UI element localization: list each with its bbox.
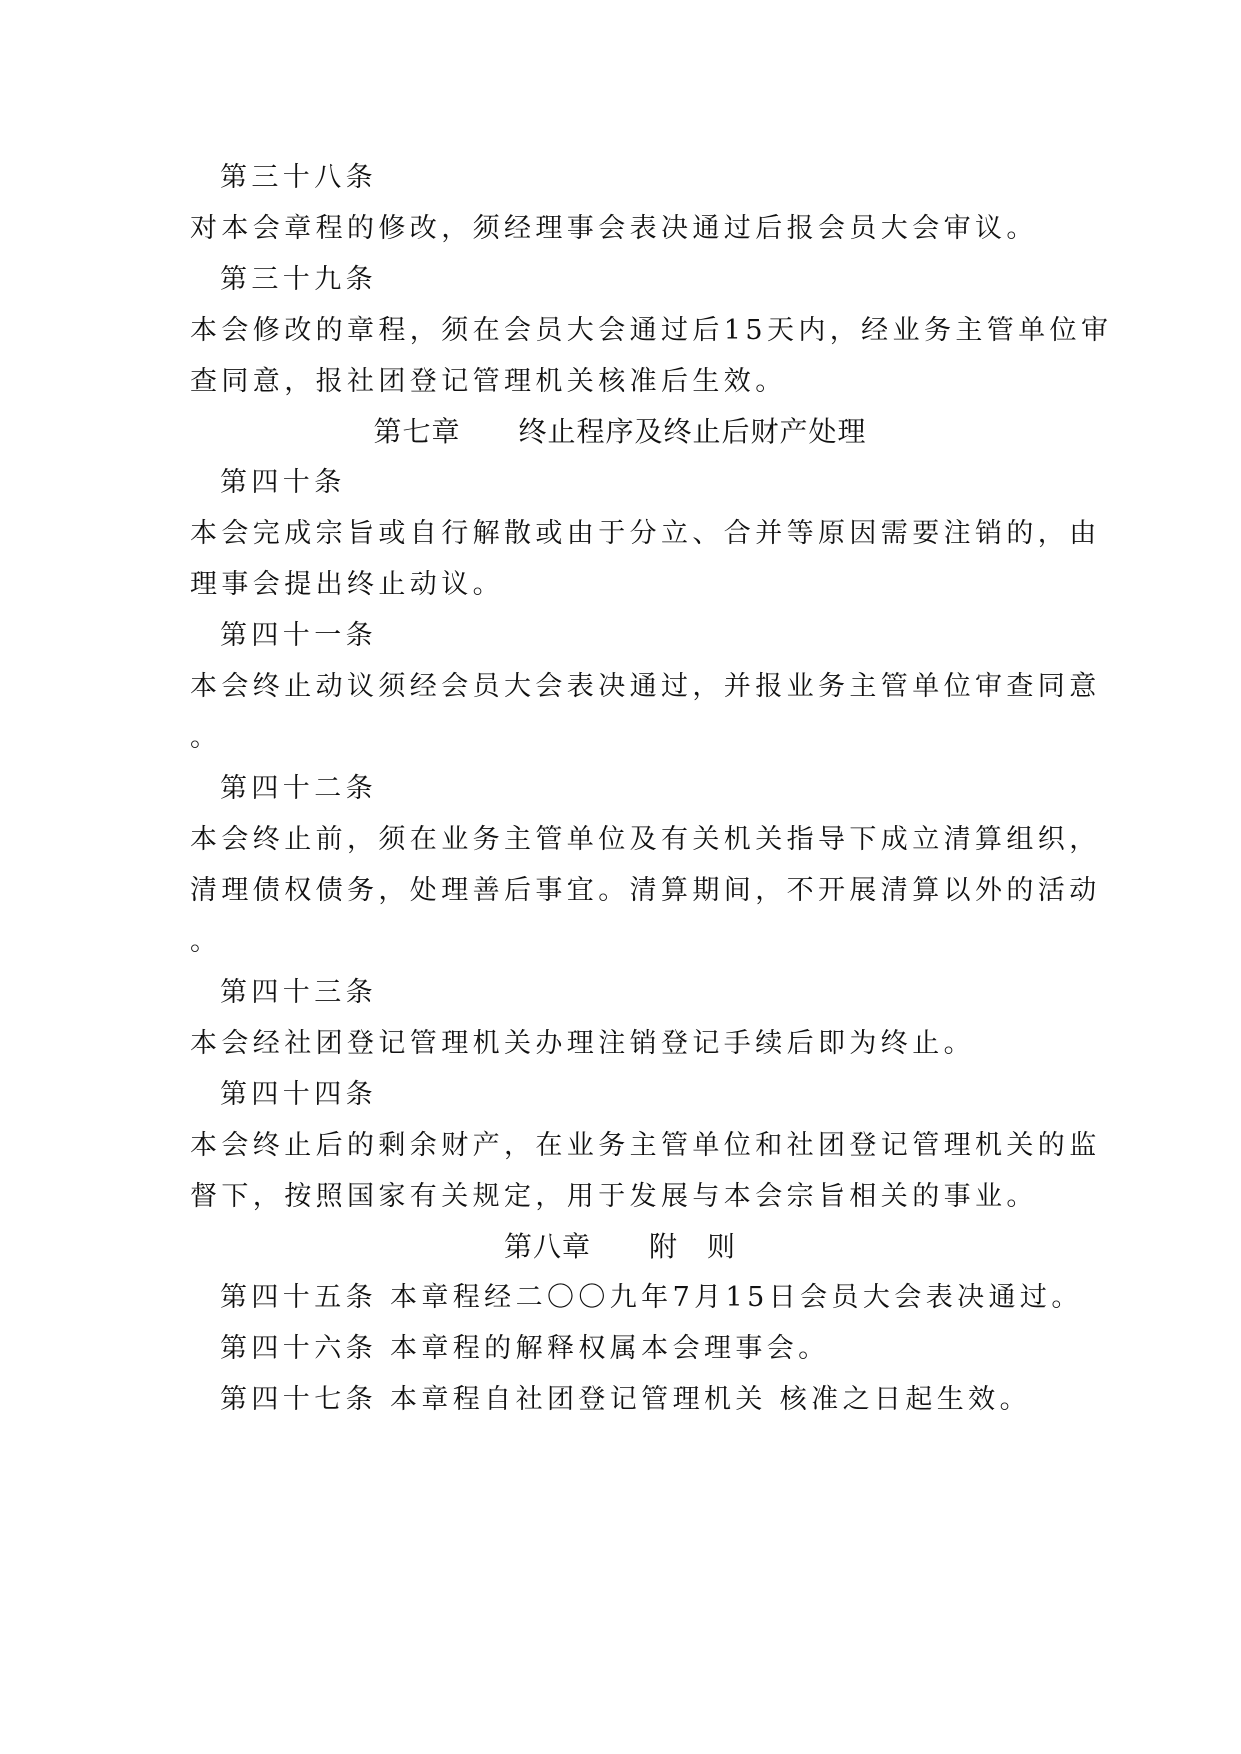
article-42-text-line-3: 。 xyxy=(190,926,222,957)
chapter-7-heading: 第七章 终止程序及终止后财产处理 xyxy=(373,415,867,448)
article-44-label: 第四十四条 xyxy=(220,1079,377,1110)
article-38-label: 第三十八条 xyxy=(220,162,377,193)
article-39-label: 第三十九条 xyxy=(220,264,377,295)
chapter-8-heading: 第八章 附 则 xyxy=(503,1230,736,1263)
article-40-text-line-1: 本会完成宗旨或自行解散或由于分立、合并等原因需要注销的，由 xyxy=(190,518,1101,549)
article-39-text-line-1: 本会修改的章程，须在会员大会通过后15天内，经业务主管单位审 xyxy=(190,315,1113,346)
article-42-text-line-1: 本会终止前，须在业务主管单位及有关机关指导下成立清算组织， xyxy=(190,824,1101,855)
article-44-text-line-2: 督下，按照国家有关规定，用于发展与本会宗旨相关的事业。 xyxy=(190,1181,1038,1212)
article-42-label: 第四十二条 xyxy=(220,773,377,804)
article-40-label: 第四十条 xyxy=(220,467,346,498)
article-41-text-line-1: 本会终止动议须经会员大会表决通过，并报业务主管单位审查同意 xyxy=(190,671,1101,702)
article-41-label: 第四十一条 xyxy=(220,620,377,651)
article-45: 第四十五条 本章程经二〇〇九年7月15日会员大会表决通过。 xyxy=(220,1282,1083,1313)
article-42-text-line-2: 清理债权债务，处理善后事宜。清算期间，不开展清算以外的活动 xyxy=(190,875,1101,906)
article-43-text: 本会经社团登记管理机关办理注销登记手续后即为终止。 xyxy=(190,1028,975,1059)
article-41-text-line-2: 。 xyxy=(190,722,222,753)
article-44-text-line-1: 本会终止后的剩余财产，在业务主管单位和社团登记管理机关的监 xyxy=(190,1130,1101,1161)
article-40-text-line-2: 理事会提出终止动议。 xyxy=(190,569,504,600)
article-47: 第四十七条 本章程自社团登记管理机关 核准之日起生效。 xyxy=(220,1384,1031,1415)
article-46: 第四十六条 本章程的解释权属本会理事会。 xyxy=(220,1333,830,1364)
article-43-label: 第四十三条 xyxy=(220,977,377,1008)
article-38-text: 对本会章程的修改，须经理事会表决通过后报会员大会审议。 xyxy=(190,213,1038,244)
article-39-text-line-2: 查同意，报社团登记管理机关核准后生效。 xyxy=(190,366,787,397)
